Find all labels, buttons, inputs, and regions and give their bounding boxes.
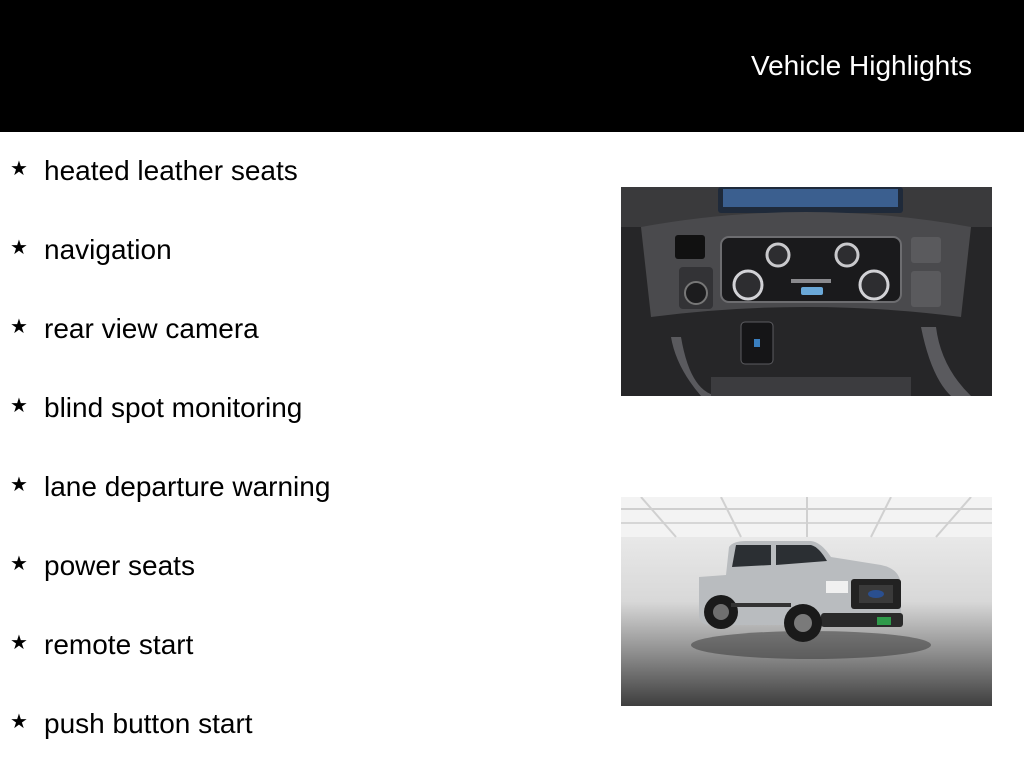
list-item [10, 547, 590, 626]
list-item [10, 468, 590, 547]
feature-label: rear view camera [44, 313, 259, 344]
star-icon: ★ [10, 632, 28, 654]
list-item [10, 152, 590, 231]
feature-label: power seats [44, 550, 195, 581]
exterior-photo [621, 497, 992, 706]
star-icon: ★ [10, 237, 28, 259]
star-icon: ★ [10, 158, 28, 180]
page-title: Vehicle Highlights [750, 50, 972, 81]
interior-photo [621, 187, 992, 396]
feature-label: push button start [44, 708, 253, 739]
feature-list [10, 152, 590, 768]
header-bar [0, 0, 1024, 132]
star-icon: ★ [10, 474, 28, 496]
star-icon: ★ [10, 711, 28, 733]
list-item [10, 310, 590, 389]
list-item [10, 626, 590, 705]
feature-label: blind spot monitoring [44, 392, 303, 423]
star-icon: ★ [10, 395, 28, 417]
feature-label: heated leather seats [44, 155, 298, 186]
feature-label: navigation [44, 234, 172, 265]
star-icon: ★ [10, 553, 28, 575]
list-item [10, 389, 590, 468]
feature-label: remote start [44, 629, 194, 660]
list-item [10, 231, 590, 310]
feature-label: lane departure warning [44, 471, 331, 502]
star-icon: ★ [10, 316, 28, 338]
list-item [10, 705, 590, 768]
